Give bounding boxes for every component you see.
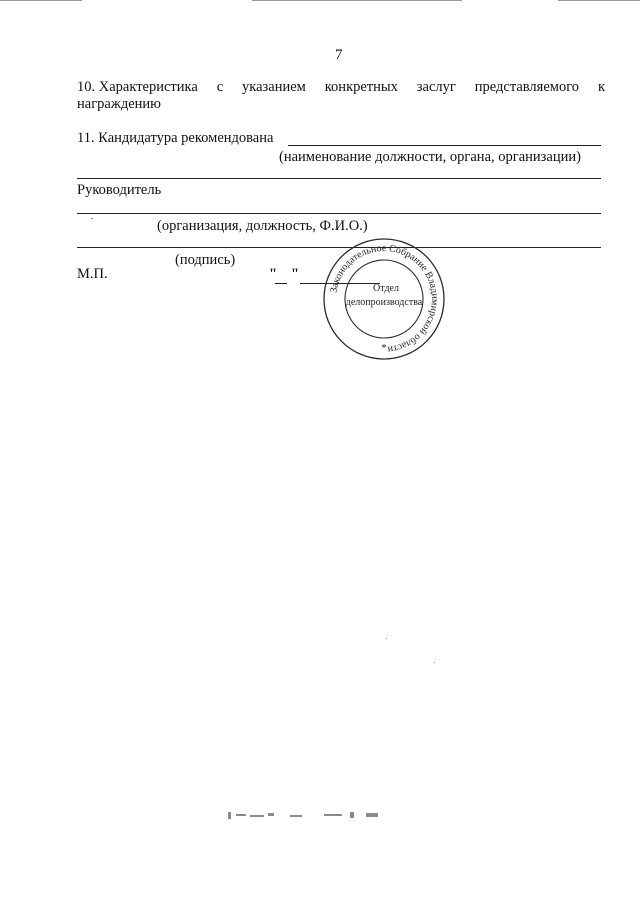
stamp-dept-line1: Отдел: [373, 283, 399, 294]
mp-label: М.П.: [77, 266, 108, 282]
item10-word: конкретных: [324, 79, 398, 95]
date-close-quote: ": [291, 266, 300, 282]
stamp-star: *: [381, 342, 387, 354]
date-day-line: [275, 283, 287, 284]
scan-speck: [434, 662, 435, 663]
date-open-quote: ": [269, 266, 278, 282]
item10-line1: [77, 78, 605, 96]
head-fill-line: [77, 213, 601, 214]
item11-second-line: [77, 178, 601, 179]
item10-word: с: [216, 79, 224, 95]
item10-word: указанием: [242, 79, 306, 95]
item10-word: к: [597, 79, 605, 95]
bleed-through-marks: [228, 810, 388, 822]
stamp-ring-text: Законодательное Собрание Владимирской области: [328, 242, 441, 355]
item10-word: заслуг: [416, 79, 456, 95]
stamp-dept-line2: делопроизводства: [345, 297, 423, 308]
item11-caption: (наименование должности, органа, организации): [279, 149, 581, 165]
official-stamp: [322, 237, 446, 361]
head-caption: (организация, должность, Ф.И.О.): [157, 218, 368, 234]
item10-line2: награждению: [77, 96, 162, 112]
page-number: 7: [335, 47, 343, 63]
scan-speck: [386, 638, 387, 639]
scan-artifact-top: [558, 0, 640, 1]
head-label: Руководитель: [77, 182, 162, 198]
item11-fill-line: [288, 145, 601, 146]
item10-word: 10. Характеристика: [77, 79, 198, 95]
scan-speck: [91, 218, 93, 219]
item11-label: 11. Кандидатура рекомендована: [77, 130, 274, 146]
scan-artifact-top: [252, 0, 462, 1]
signature-caption: (подпись): [175, 252, 236, 268]
scan-artifact-top: [0, 0, 82, 1]
item10-word: представляемого: [474, 79, 580, 95]
